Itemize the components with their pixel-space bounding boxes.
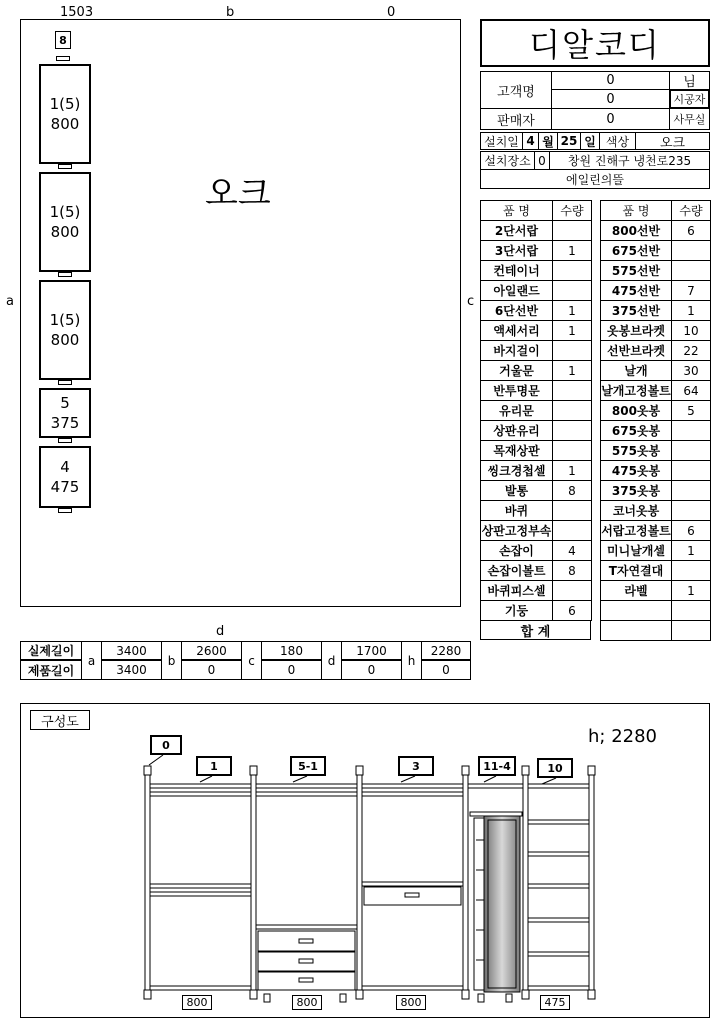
- parts-right-item-name: 475선반: [601, 281, 672, 301]
- place-apartment: 에일린의뜰: [480, 169, 710, 189]
- parts-left-item-name: 바지걸이: [481, 341, 553, 361]
- parts-right-item-qty: 7: [672, 281, 711, 301]
- parts-right-item-name: 서랍고정볼트: [601, 521, 672, 541]
- actual-c: 180: [261, 641, 322, 660]
- side-a-label: a: [6, 294, 14, 309]
- plan-module-3: 1(5) 800: [39, 280, 91, 380]
- parts-right-item-name: 575선반: [601, 261, 672, 281]
- day-label: 일: [580, 132, 600, 150]
- customer-label: 고객명: [480, 71, 552, 109]
- parts-right-header-qty: 수량: [672, 201, 711, 221]
- len-col-a: a: [81, 641, 102, 680]
- parts-left-item-qty: 1: [553, 301, 592, 321]
- place-address: 창원 진해구 냉천로235: [549, 151, 710, 170]
- callout-0: 0: [150, 735, 182, 755]
- customer-value-2: 0: [551, 89, 670, 109]
- parts-right-item-name: 옷봉브라켓: [601, 321, 672, 341]
- parts-right-item-qty: 1: [672, 541, 711, 561]
- plan-module-2: 1(5) 800: [39, 172, 91, 272]
- seller-value: 0: [551, 108, 670, 130]
- parts-right-item-name: 라벨: [601, 581, 672, 601]
- install-month: 4: [522, 132, 539, 150]
- len-col-d: d: [321, 641, 342, 680]
- suffix-office: 사무실: [669, 108, 710, 130]
- parts-right-item-name: 800옷봉: [601, 401, 672, 421]
- plan-top-tab: 8: [55, 31, 71, 49]
- width-label-2: 800: [292, 995, 322, 1010]
- install-date-label: 설치일: [480, 132, 523, 150]
- parts-left-item-qty: 8: [553, 561, 592, 581]
- product-d: 0: [341, 660, 402, 680]
- parts-right-item-qty: 64: [672, 381, 711, 401]
- parts-right-item-name: 675옷봉: [601, 421, 672, 441]
- month-label: 월: [538, 132, 558, 150]
- callout-3: 3: [398, 756, 434, 776]
- parts-left-item-name: 유리문: [481, 401, 553, 421]
- install-day: 25: [557, 132, 581, 150]
- plan-color-label: 오크: [205, 174, 271, 214]
- parts-right-item-name: 선반브라켓: [601, 341, 672, 361]
- height-note: h; 2280: [588, 726, 658, 747]
- parts-left-item-name: 반투명문: [481, 381, 553, 401]
- dim-top-right: 0: [387, 5, 396, 20]
- product-length-label: 제품길이: [20, 660, 82, 680]
- parts-left-item-name: 6단선반: [481, 301, 553, 321]
- parts-left-item-name: 액세서리: [481, 321, 553, 341]
- parts-left-item-name: 상판고정부속: [481, 521, 553, 541]
- parts-left-item-name: 목재상판: [481, 441, 553, 461]
- callout-10: 10: [537, 758, 573, 778]
- suffix-nim: 님: [669, 71, 710, 90]
- parts-right-item-name: 475옷봉: [601, 461, 672, 481]
- parts-right-item-name: 800선반: [601, 221, 672, 241]
- parts-left-item-name: 바퀴피스셀: [481, 581, 553, 601]
- actual-d: 1700: [341, 641, 402, 660]
- parts-right-item-name: 375옷봉: [601, 481, 672, 501]
- callout-5-1: 5-1: [290, 756, 326, 776]
- parts-left-item-name: 3단서랍: [481, 241, 553, 261]
- parts-right-item-qty: 10: [672, 321, 711, 341]
- parts-right-header-name: 품 명: [601, 201, 672, 221]
- parts-right-item-qty: 6: [672, 521, 711, 541]
- parts-right-item-qty: 1: [672, 301, 711, 321]
- parts-left-item-name: 기둥: [481, 601, 553, 621]
- color-value: 오크: [635, 132, 710, 150]
- plan-module-4: 5 375: [39, 388, 91, 438]
- seller-label: 판매자: [480, 108, 552, 130]
- product-a: 3400: [101, 660, 162, 680]
- color-label: 색상: [599, 132, 636, 150]
- width-label-1: 800: [182, 995, 212, 1010]
- parts-left-item-qty: 1: [553, 361, 592, 381]
- parts-right-item-qty: 6: [672, 221, 711, 241]
- parts-right-item-name: 코너옷봉: [601, 501, 672, 521]
- parts-right-item-qty: 5: [672, 401, 711, 421]
- parts-left-item-name: 아일랜드: [481, 281, 553, 301]
- len-col-c: c: [241, 641, 262, 680]
- composition-title: 구성도: [30, 710, 90, 730]
- parts-left-item-qty: 8: [553, 481, 592, 501]
- parts-right-item-name: 675선반: [601, 241, 672, 261]
- parts-right-item-name: 미니날개셀: [601, 541, 672, 561]
- side-d-label: d: [216, 624, 225, 639]
- callout-11-4: 11-4: [478, 756, 516, 776]
- parts-left-item-name: 거울문: [481, 361, 553, 381]
- product-h: 0: [421, 660, 471, 680]
- plan-module-1: 1(5) 800: [39, 64, 91, 164]
- callout-1: 1: [196, 756, 232, 776]
- parts-left-item-qty: 6: [553, 601, 592, 621]
- brand-title: 디알코디: [480, 19, 710, 67]
- parts-right-item-name: 날개: [601, 361, 672, 381]
- parts-left-item-name: 씽크경첩셀: [481, 461, 553, 481]
- dim-top-left: 1503: [60, 5, 94, 20]
- suffix-contractor: 시공자: [669, 89, 710, 109]
- parts-right-item-qty: 30: [672, 361, 711, 381]
- parts-left-item-qty: 4: [553, 541, 592, 561]
- len-col-b: b: [161, 641, 182, 680]
- parts-left-item-qty: 1: [553, 241, 592, 261]
- actual-a: 3400: [101, 641, 162, 660]
- parts-left-item-name: 발통: [481, 481, 553, 501]
- parts-right-item-name: 575옷봉: [601, 441, 672, 461]
- parts-right-item-name: 375선반: [601, 301, 672, 321]
- dim-top-center: b: [226, 5, 235, 20]
- customer-value-1: 0: [551, 71, 670, 90]
- width-label-4: 475: [540, 995, 570, 1010]
- parts-right-item-name: T자연결대: [601, 561, 672, 581]
- width-label-3: 800: [396, 995, 426, 1010]
- parts-left-item-qty: 1: [553, 321, 592, 341]
- parts-left-item-name: 손잡이볼트: [481, 561, 553, 581]
- parts-right-item-qty: 1: [672, 581, 711, 601]
- parts-right-item-qty: 22: [672, 341, 711, 361]
- product-b: 0: [181, 660, 242, 680]
- parts-left-item-name: 컨테이너: [481, 261, 553, 281]
- posts: [145, 775, 594, 995]
- place-label: 설치장소: [480, 151, 535, 170]
- parts-left-item-name: 손잡이: [481, 541, 553, 561]
- plan-module-5: 4 475: [39, 446, 91, 508]
- parts-left-item-name: 상판유리: [481, 421, 553, 441]
- parts-total-label: 합 계: [480, 620, 591, 640]
- actual-h: 2280: [421, 641, 471, 660]
- actual-length-label: 실제길이: [20, 641, 82, 660]
- parts-left-item-name: 2단서랍: [481, 221, 553, 241]
- len-col-h: h: [401, 641, 422, 680]
- parts-right-item-name: 날개고정볼트: [601, 381, 672, 401]
- product-c: 0: [261, 660, 322, 680]
- parts-left-header-name: 품 명: [481, 201, 553, 221]
- parts-left-item-qty: 1: [553, 461, 592, 481]
- parts-left-header-qty: 수량: [553, 201, 592, 221]
- actual-b: 2600: [181, 641, 242, 660]
- side-c-label: c: [467, 294, 475, 309]
- place-code: 0: [534, 151, 550, 170]
- parts-left-item-name: 바퀴: [481, 501, 553, 521]
